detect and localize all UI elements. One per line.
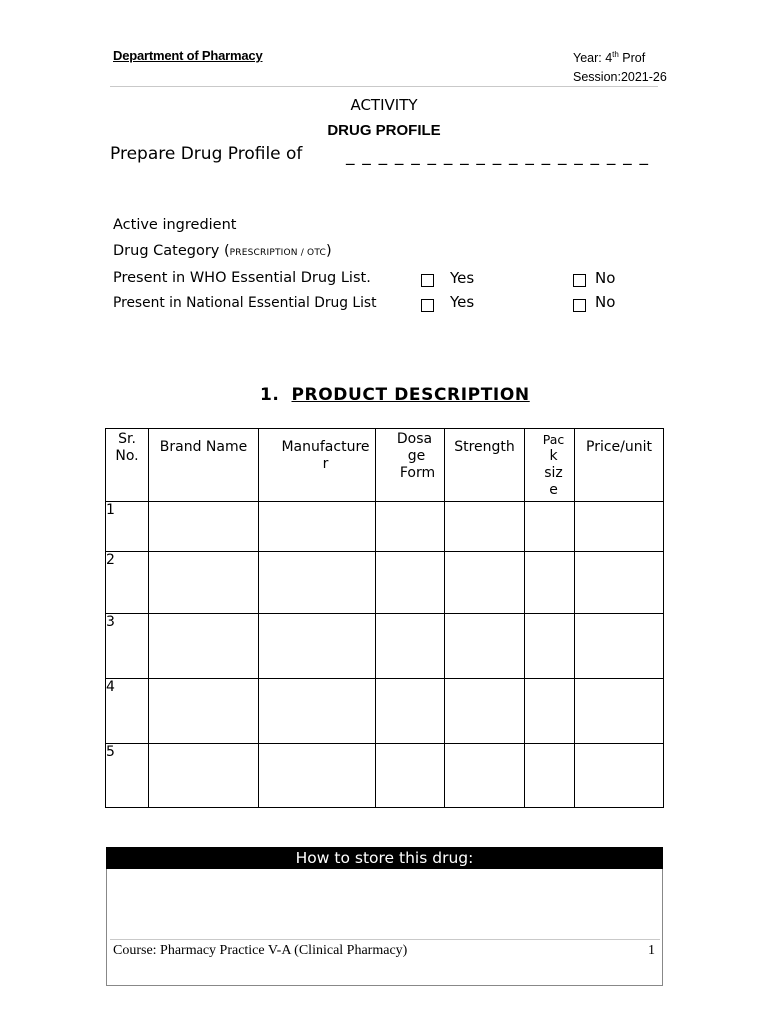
product-table xyxy=(105,428,664,808)
row-number: 1 xyxy=(106,502,149,552)
drug-name-blank[interactable]: _ _ _ _ _ _ _ _ _ _ _ _ _ _ _ _ _ _ _ xyxy=(346,146,650,166)
prepare-label: Prepare Drug Profile of xyxy=(110,144,303,164)
section-heading xyxy=(260,385,530,405)
who-no-label: No xyxy=(595,269,616,287)
price-cell[interactable] xyxy=(575,744,664,808)
header-dosage-form: Dosa ge Form xyxy=(376,429,445,502)
dosage-cell[interactable] xyxy=(376,502,445,552)
year-label: Year: 4th Prof xyxy=(573,49,646,65)
price-cell[interactable] xyxy=(575,552,664,614)
manufacturer-cell[interactable] xyxy=(259,614,376,679)
course-footer: Course: Pharmacy Practice V-A (Clinical Pharmacy) xyxy=(113,943,408,958)
activity-label: ACTIVITY xyxy=(350,96,418,114)
page-title: DRUG PROFILE xyxy=(327,122,441,139)
table-row xyxy=(106,502,664,552)
manufacturer-cell[interactable] xyxy=(259,679,376,744)
pack-cell[interactable] xyxy=(525,502,575,552)
brand-cell[interactable] xyxy=(149,614,259,679)
pack-cell[interactable] xyxy=(525,679,575,744)
row-number: 5 xyxy=(106,744,149,808)
who-yes-checkbox[interactable] xyxy=(421,274,434,287)
footer-divider xyxy=(110,939,660,940)
row-number: 2 xyxy=(106,552,149,614)
header-pack-size: Pac k siz e xyxy=(525,429,575,502)
header-strength: Strength xyxy=(445,429,525,502)
pack-cell[interactable] xyxy=(525,614,575,679)
price-cell[interactable] xyxy=(575,502,664,552)
page-number: 1 xyxy=(648,943,655,958)
who-no-checkbox[interactable] xyxy=(573,274,586,287)
table-row xyxy=(106,744,664,808)
strength-cell[interactable] xyxy=(445,552,525,614)
dosage-cell[interactable] xyxy=(376,552,445,614)
who-list-label: Present in WHO Essential Drug List. xyxy=(113,270,371,286)
row-number: 3 xyxy=(106,614,149,679)
header-sr-no: Sr. No. xyxy=(106,429,149,502)
year-session-block xyxy=(573,49,667,87)
header-divider xyxy=(110,86,658,87)
session-label: Session:2021-26 xyxy=(573,70,667,84)
manufacturer-cell[interactable] xyxy=(259,744,376,808)
manufacturer-cell[interactable] xyxy=(259,502,376,552)
storage-heading: How to store this drug: xyxy=(106,847,663,869)
pack-cell[interactable] xyxy=(525,552,575,614)
department-title: Department of Pharmacy xyxy=(113,48,263,63)
table-row xyxy=(106,552,664,614)
dosage-cell[interactable] xyxy=(376,744,445,808)
national-yes-checkbox[interactable] xyxy=(421,299,434,312)
dosage-cell[interactable] xyxy=(376,614,445,679)
brand-cell[interactable] xyxy=(149,679,259,744)
national-list-label: Present in National Essential Drug List xyxy=(113,295,377,311)
national-yes-label: Yes xyxy=(450,293,475,311)
header-manufacturer: Manufacture r xyxy=(259,429,376,502)
section-title: PRODUCT DESCRIPTION xyxy=(291,385,530,405)
drug-category-label: Drug Category (PRESCRIPTION / OTC) xyxy=(113,243,332,259)
brand-cell[interactable] xyxy=(149,502,259,552)
table-row xyxy=(106,614,664,679)
who-yes-label: Yes xyxy=(450,269,475,287)
table-header-row xyxy=(106,429,664,502)
price-cell[interactable] xyxy=(575,679,664,744)
national-no-checkbox[interactable] xyxy=(573,299,586,312)
row-number: 4 xyxy=(106,679,149,744)
national-no-label: No xyxy=(595,293,616,311)
drug-category-options: PRESCRIPTION / OTC xyxy=(229,248,327,258)
brand-cell[interactable] xyxy=(149,744,259,808)
price-cell[interactable] xyxy=(575,614,664,679)
strength-cell[interactable] xyxy=(445,502,525,552)
strength-cell[interactable] xyxy=(445,679,525,744)
strength-cell[interactable] xyxy=(445,614,525,679)
section-number: 1. xyxy=(260,385,280,405)
pack-cell[interactable] xyxy=(525,744,575,808)
brand-cell[interactable] xyxy=(149,552,259,614)
header-price-unit: Price/unit xyxy=(575,429,664,502)
active-ingredient-label: Active ingredient xyxy=(113,217,237,233)
strength-cell[interactable] xyxy=(445,744,525,808)
manufacturer-cell[interactable] xyxy=(259,552,376,614)
header-brand-name: Brand Name xyxy=(149,429,259,502)
table-row xyxy=(106,679,664,744)
dosage-cell[interactable] xyxy=(376,679,445,744)
